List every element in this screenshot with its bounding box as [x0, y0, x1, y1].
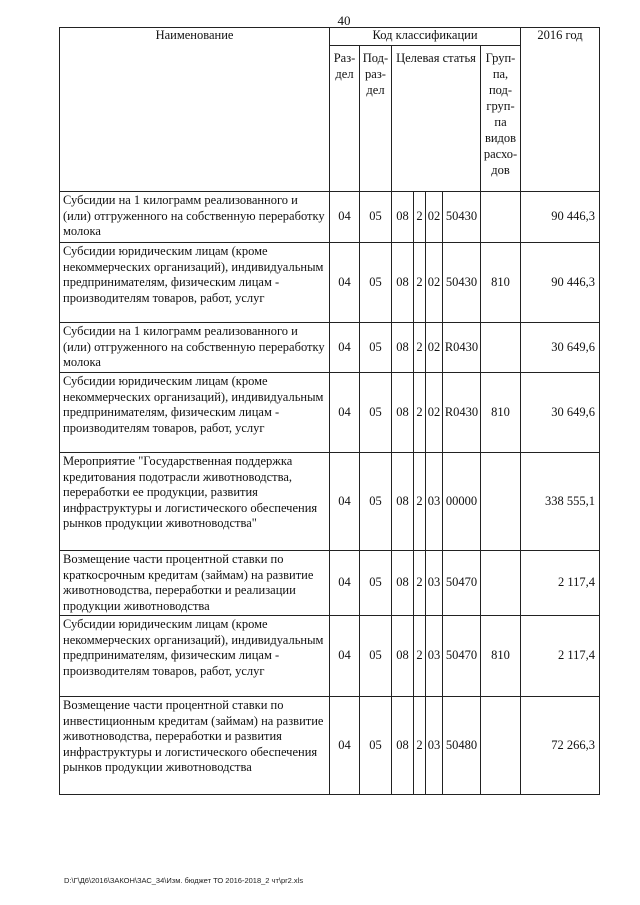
- row-name: Субсидии на 1 килограмм реализованного и (или) отгруженного на собственную переработку молока: [60, 323, 330, 373]
- row-section: 04: [330, 551, 360, 616]
- row-amount: 338 555,1: [521, 453, 600, 551]
- row-subsection: 05: [360, 373, 392, 453]
- row-target-direction: 50430: [443, 192, 481, 243]
- row-target-program: 08: [392, 373, 414, 453]
- row-target-program: 08: [392, 243, 414, 323]
- row-amount: 30 649,6: [521, 323, 600, 373]
- row-target-subprogram: 2: [414, 373, 426, 453]
- row-target-direction: R0430: [443, 373, 481, 453]
- row-subsection: 05: [360, 192, 392, 243]
- row-target-subprogram: 2: [414, 243, 426, 323]
- file-path-footer: D:\Г\Д6\2016\ЗАКОН\ЗАС_34\Изм. бюджет ТО 2016-2018_2 чт\pr2.xls: [64, 876, 304, 885]
- header-year: 2016 год: [521, 28, 600, 192]
- row-expense-type: 810: [481, 616, 521, 697]
- row-amount: 2 117,4: [521, 616, 600, 697]
- row-target-direction: 50430: [443, 243, 481, 323]
- header-code: Код классификации: [330, 28, 521, 46]
- row-section: 04: [330, 373, 360, 453]
- row-target-direction: 50470: [443, 616, 481, 697]
- row-section: 04: [330, 323, 360, 373]
- row-target-subprogram: 2: [414, 453, 426, 551]
- row-name: Мероприятие "Государственная поддержка кредитования подотрасли животноводства, переработки ее продукции, развития инфраструктуры и логистического обеспечения рынков продукции животноводства": [60, 453, 330, 551]
- table-row: [60, 616, 600, 697]
- row-amount: 2 117,4: [521, 551, 600, 616]
- header-expense-type: Груп- па, под- груп- па видов расхо- дов: [481, 46, 521, 192]
- table-row: [60, 373, 600, 453]
- row-section: 04: [330, 192, 360, 243]
- table-row: [60, 551, 600, 616]
- row-expense-type: 810: [481, 243, 521, 323]
- row-target-direction: 50470: [443, 551, 481, 616]
- row-target-event: 03: [426, 616, 443, 697]
- row-name: Субсидии на 1 килограмм реализованного и (или) отгруженного на собственную переработку молока: [60, 192, 330, 243]
- table-row: [60, 243, 600, 323]
- row-subsection: 05: [360, 697, 392, 795]
- row-target-program: 08: [392, 551, 414, 616]
- row-target-event: 02: [426, 373, 443, 453]
- row-name: Возмещение части процентной ставки по краткосрочным кредитам (займам) на развитие животноводства, переработки и реализации продукции животноводства: [60, 551, 330, 616]
- table-row: [60, 323, 600, 373]
- header-name: Наименование: [60, 28, 330, 192]
- row-target-program: 08: [392, 616, 414, 697]
- budget-table: [59, 27, 600, 795]
- row-name: Субсидии юридическим лицам (кроме некоммерческих организаций), индивидуальным предпринимателям, физическим лицам - производителям товаров, работ, услуг: [60, 373, 330, 453]
- row-amount: 30 649,6: [521, 373, 600, 453]
- row-target-event: 02: [426, 192, 443, 243]
- row-subsection: 05: [360, 551, 392, 616]
- row-target-event: 02: [426, 243, 443, 323]
- row-target-program: 08: [392, 453, 414, 551]
- row-target-direction: R0430: [443, 323, 481, 373]
- row-target-subprogram: 2: [414, 323, 426, 373]
- row-target-event: 02: [426, 323, 443, 373]
- table-row: [60, 192, 600, 243]
- row-target-subprogram: 2: [414, 697, 426, 795]
- row-expense-type: [481, 323, 521, 373]
- row-target-subprogram: 2: [414, 192, 426, 243]
- row-section: 04: [330, 616, 360, 697]
- row-section: 04: [330, 453, 360, 551]
- row-target-event: 03: [426, 697, 443, 795]
- row-subsection: 05: [360, 616, 392, 697]
- row-target-event: 03: [426, 551, 443, 616]
- row-expense-type: [481, 192, 521, 243]
- row-amount: 90 446,3: [521, 192, 600, 243]
- row-name: Субсидии юридическим лицам (кроме некоммерческих организаций), индивидуальным предпринимателям, физическим лицам - производителям товаров, работ, услуг: [60, 616, 330, 697]
- table-row: [60, 453, 600, 551]
- table-row: [60, 697, 600, 795]
- row-target-event: 03: [426, 453, 443, 551]
- row-name: Субсидии юридическим лицам (кроме некоммерческих организаций), индивидуальным предпринимателям, физическим лицам - производителям товаров, работ, услуг: [60, 243, 330, 323]
- row-target-program: 08: [392, 697, 414, 795]
- row-subsection: 05: [360, 243, 392, 323]
- row-section: 04: [330, 243, 360, 323]
- row-amount: 90 446,3: [521, 243, 600, 323]
- header-target-article: Целевая статья: [392, 46, 481, 192]
- row-name: Возмещение части процентной ставки по инвестиционным кредитам (займам) на развитие животноводства, переработки и развития инфраструктуры и логистического обеспечения рынков продукции животноводства: [60, 697, 330, 795]
- row-expense-type: [481, 697, 521, 795]
- row-amount: 72 266,3: [521, 697, 600, 795]
- row-target-program: 08: [392, 192, 414, 243]
- row-target-direction: 00000: [443, 453, 481, 551]
- row-section: 04: [330, 697, 360, 795]
- header-section: Раз- дел: [330, 46, 360, 192]
- row-subsection: 05: [360, 453, 392, 551]
- row-target-subprogram: 2: [414, 616, 426, 697]
- row-expense-type: [481, 551, 521, 616]
- row-expense-type: 810: [481, 373, 521, 453]
- header-subsection: Под- раз- дел: [360, 46, 392, 192]
- row-target-subprogram: 2: [414, 551, 426, 616]
- row-target-direction: 50480: [443, 697, 481, 795]
- row-target-program: 08: [392, 323, 414, 373]
- page-number: 40: [337, 13, 351, 28]
- row-subsection: 05: [360, 323, 392, 373]
- row-expense-type: [481, 453, 521, 551]
